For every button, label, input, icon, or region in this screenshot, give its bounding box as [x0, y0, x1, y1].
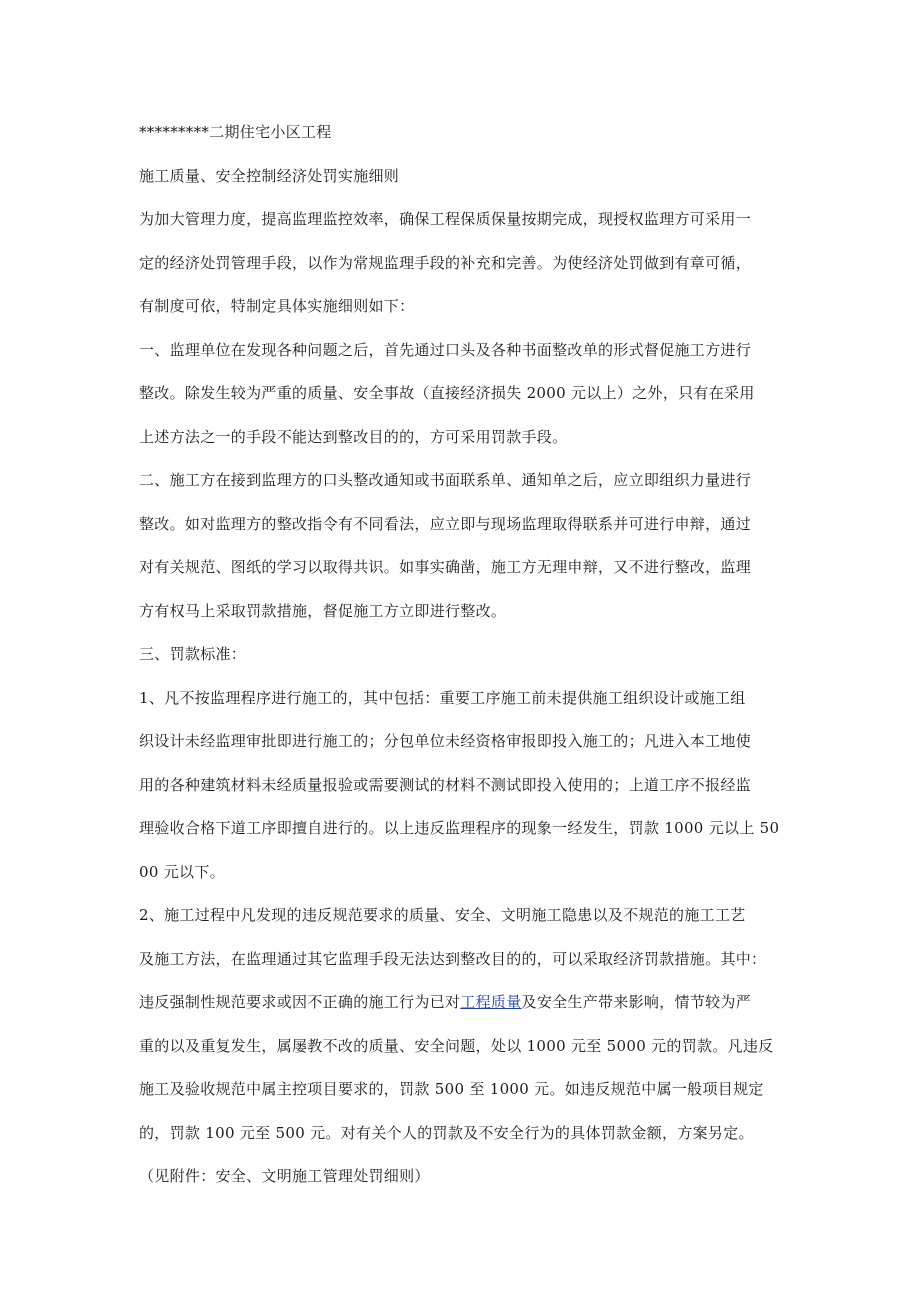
- section2-line-1: 二、施工方在接到监理方的口头整改通知或书面联系单、通知单之后，应立即组织力量进行: [139, 471, 752, 489]
- item2-line-6: 的，罚款 100 元至 500 元。对有关个人的罚款及不安全行为的具体罚款金额，方案另定。: [139, 1123, 754, 1142]
- document-subtitle: 施工质量、安全控制经济处罚实施细则: [139, 166, 400, 185]
- section2-line-3: 对有关规范、图纸的学习以取得共识。如事实确凿，施工方无理申辩，又不进行整改，监理: [139, 558, 752, 576]
- item2-line-4: 重的以及重复发生，属屡教不改的质量、安全问题，处以 1000 元至 5000 元的罚款。凡违反: [139, 1036, 774, 1055]
- item1-line-1: 1、凡不按监理程序进行施工的，其中包括：重要工序施工前未提供施工组织设计或施工组: [139, 688, 746, 707]
- item1-line-5: 00 元以下。: [139, 862, 225, 881]
- item2-line-2: 及施工方法，在监理通过其它监理手段无法达到整改目的的，可以采取经济罚款措施。其中：: [139, 949, 767, 968]
- item1-line-2: 织设计未经监理审批即进行施工的；分包单位未经资格审报即投入施工的；凡进入本工地使: [139, 732, 752, 750]
- document-title: *********二期住宅小区工程: [139, 123, 332, 141]
- section3-heading: 三、罚款标准：: [139, 645, 247, 663]
- item2-line-1: 2、施工过程中凡发现的违反规范要求的质量、安全、文明施工隐患以及不规范的施工工艺: [139, 906, 746, 924]
- section1-line-1: 一、监理单位在发现各种问题之后，首先通过口头及各种书面整改单的形式督促施工方进行: [139, 340, 752, 359]
- appendix-note: （见附件：安全、文明施工管理处罚细则）: [139, 1167, 430, 1185]
- item2-line-5: 施工及验收规范中属主控项目要求的，罚款 500 至 1000 元。如违反规范中属一般项目规定: [139, 1080, 764, 1098]
- section1-line-2: 整改。除发生较为严重的质量、安全事故（直接经济损失 2000 元以上）之外，只有在采用: [139, 384, 755, 402]
- item1-line-4: 理验收合格下道工序即擅自进行的。以上违反监理程序的现象一经发生，罚款 1000 元以上 50: [139, 819, 780, 837]
- intro-line-3: 有制度可依，特制定具体实施细则如下：: [139, 297, 415, 315]
- section2-line-4: 方有权马上采取罚款措施，督促施工方立即进行整改。: [139, 601, 507, 620]
- intro-line-2: 定的经济处罚管理手段，以作为常规监理手段的补充和完善。为使经济处罚做到有章可循，: [139, 253, 752, 272]
- item1-line-3: 用的各种建筑材料未经质量报验或需要测试的材料不测试即投入使用的；上道工序不报经监: [139, 775, 752, 794]
- document-body: [139, 118, 784, 1206]
- section2-line-2: 整改。如对监理方的整改指令有不同看法，应立即与现场监理取得联系并可进行申辩，通过: [139, 514, 752, 533]
- engineering-quality-link[interactable]: 工程质量: [460, 993, 522, 1011]
- intro-line-1: 为加大管理力度，提高监理监控效率，确保工程保质保量按期完成，现授权监理方可采用一: [139, 210, 752, 228]
- section1-line-3: 上述方法之一的手段不能达到整改目的的，方可采用罚款手段。: [139, 427, 568, 446]
- item2-line-3-after: 及安全生产带来影响，情节较为严: [521, 993, 752, 1011]
- item2-line-3: [139, 988, 784, 1017]
- item2-line-3-before: 违反强制性规范要求或因不正确的施工行为已对: [139, 993, 461, 1011]
